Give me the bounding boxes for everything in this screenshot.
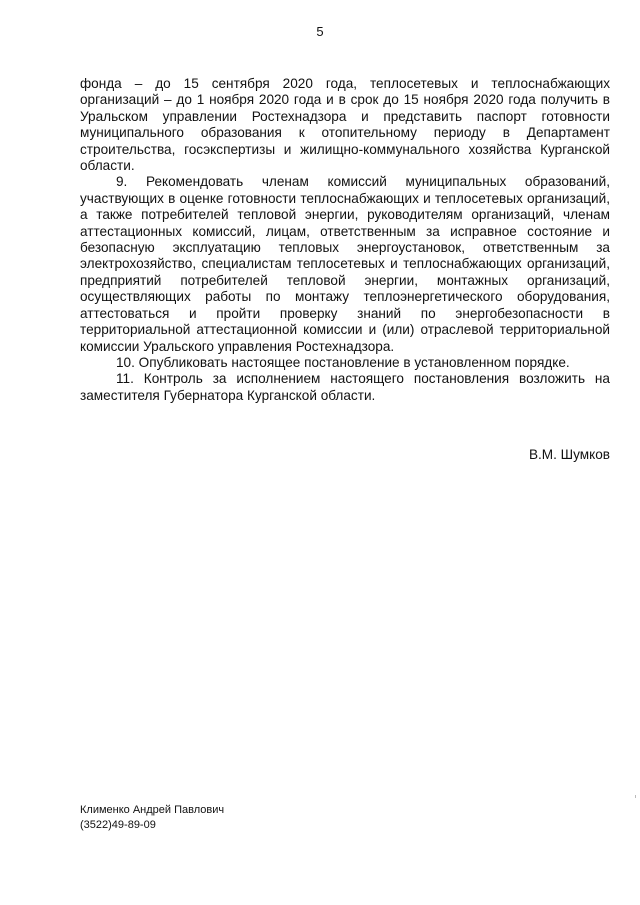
executor-phone: (3522)49-89-09 [80,819,156,831]
paragraph-item-11: 11. Контроль за исполнением настоящего постановления возложить на заместителя Губернатора Курганской области. [80,371,610,403]
scan-mark [635,795,636,798]
paragraph-item-10: 10. Опубликовать настоящее постановление в установленном порядке. [116,354,570,370]
signature-name: В.М. Шумков [528,447,610,462]
executor-info [80,803,224,833]
paragraph-continuation: фонда – до 15 сентября 2020 года, теплосетевых и теплоснабжающих организаций – до 1 ноября 2020 года и в срок до 15 ноября 2020 года получить в Уральском управлении Ростехнадзора и представить паспорт готовности муниципального образования к отопительному периоду в Департамент строительства, госэкспертизы и жилищно-коммунального хозяйства Курганской области. [80,76,610,174]
page-number: 5 [316,24,324,39]
paragraph-item-9: 9. Рекомендовать членам комиссий муниципальных образований, участвующих в оценке готовности теплоснабжающих и теплосетевых организаций, а также потребителей тепловой энергии, руководителям организаций, членам аттестационных комиссий, лицам, ответственным за исправное состояние и безопасную эксплуатацию тепловых энергоустановок, ответственным за электрохозяйство, специалистам теплосетевых и теплоснабжающих организаций, предприятий потребителей тепловой энергии, монтажных организаций, осуществляющих работы по монтажу теплоэнергетического оборудования, аттестоваться и пройти проверку знаний по энергобезопасности в территориальной аттестационной комиссии и (или) отраслевой территориальной комиссии Уральского управления Ростехнадзора. [80,174,610,354]
document-body [80,76,610,404]
executor-name: Клименко Андрей Павлович [80,804,225,816]
